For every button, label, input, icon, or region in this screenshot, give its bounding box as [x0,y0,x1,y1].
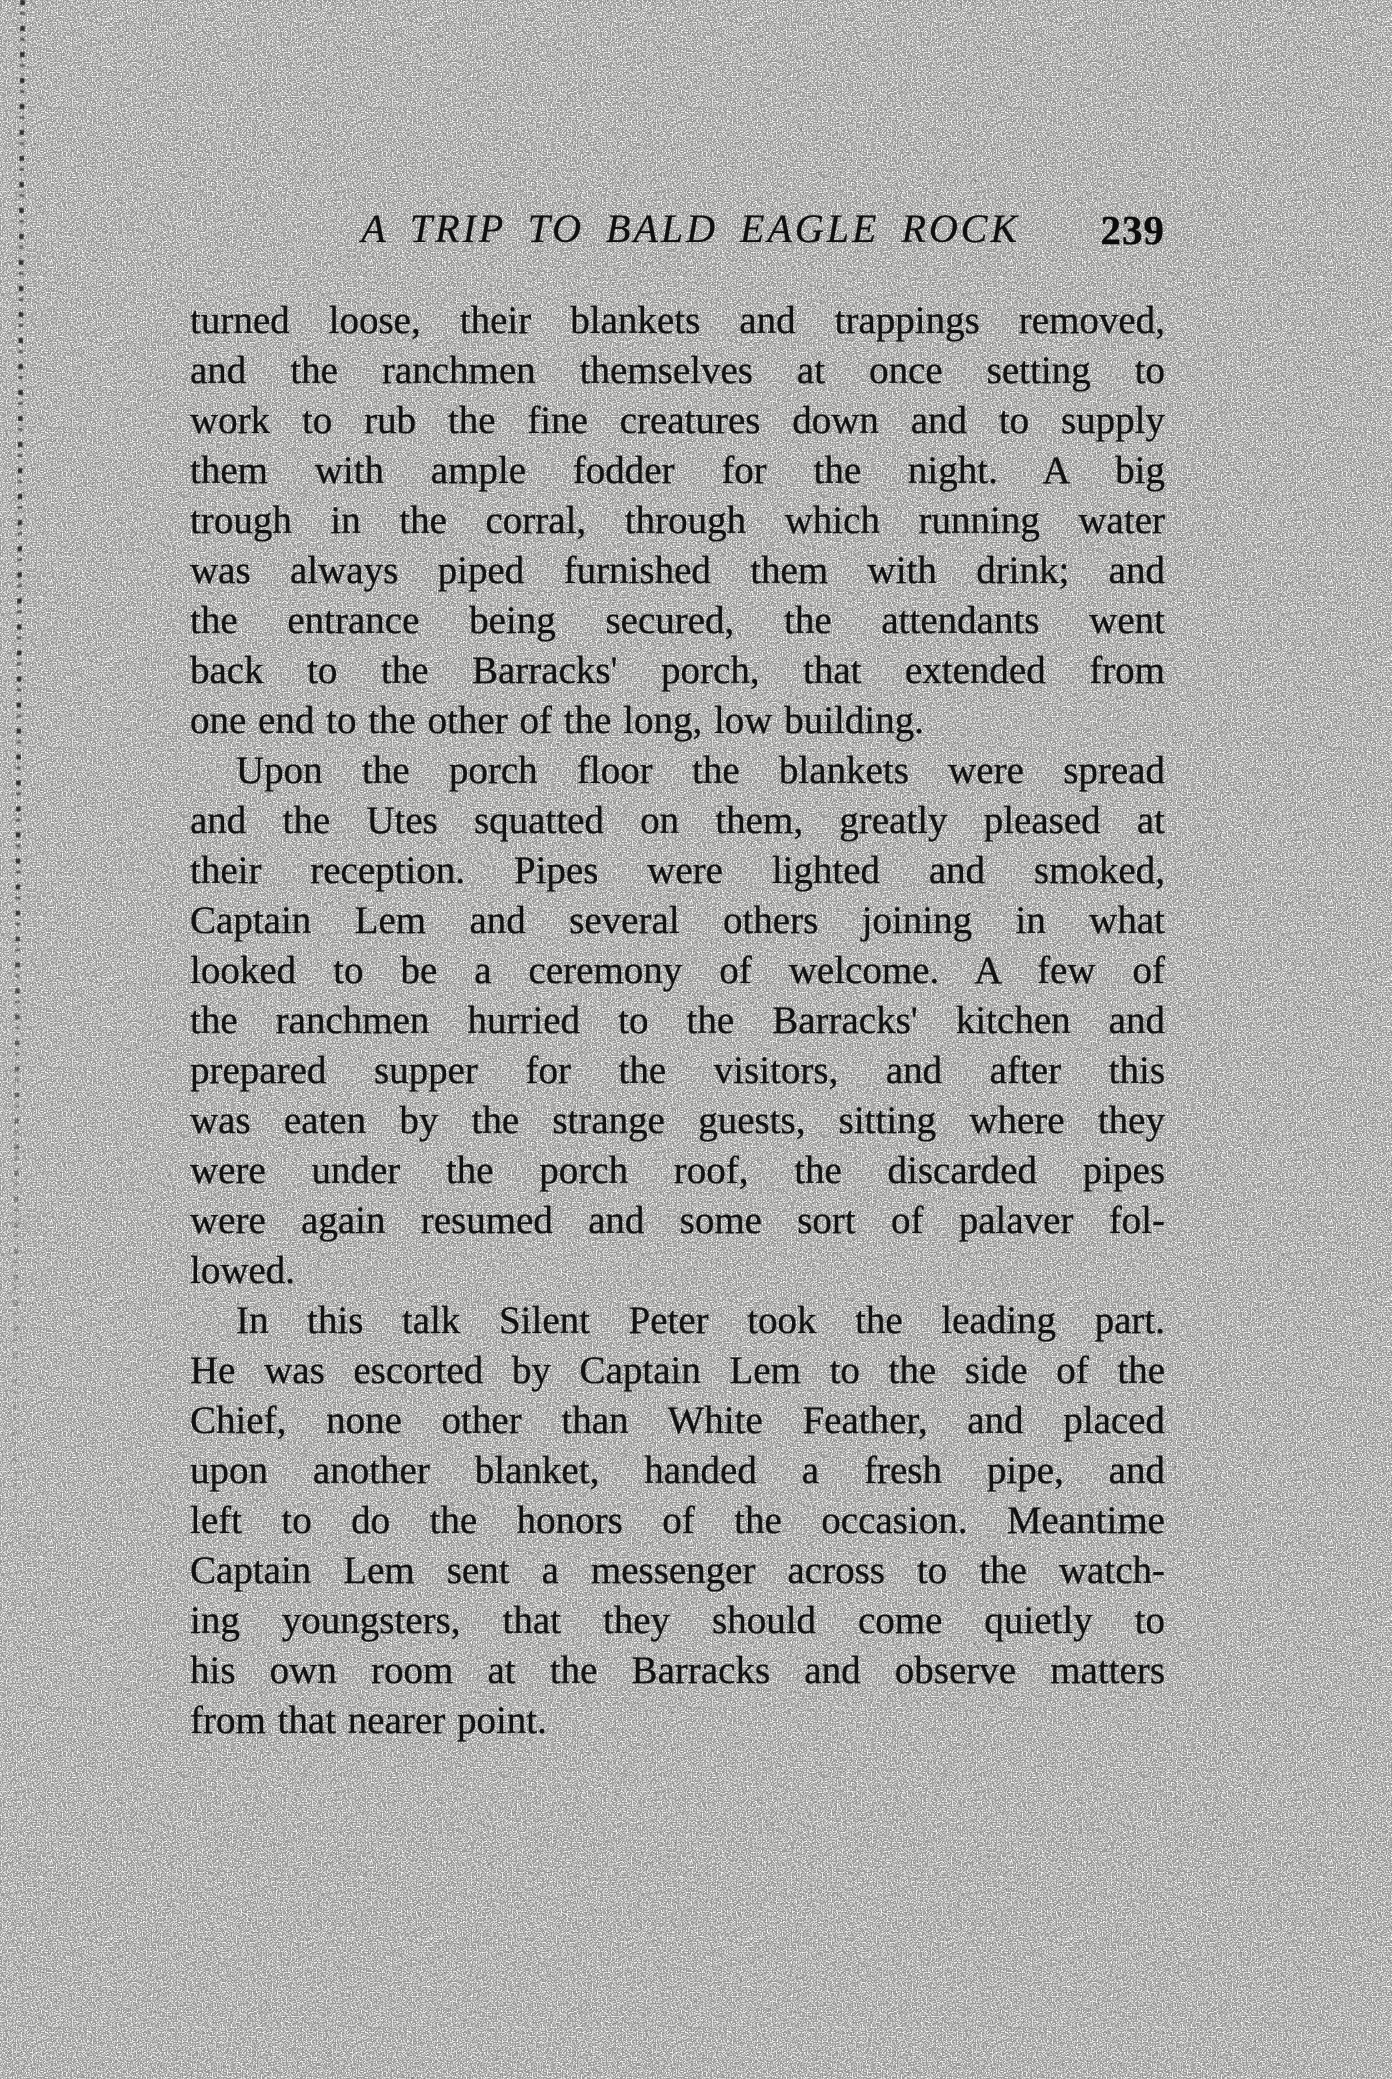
running-header [190,205,1165,259]
text-line: He was escorted by Captain Lem to the side of the [190,1349,1165,1392]
text-line: one end to the other of the long, low building. [190,699,924,742]
page-body [190,296,1165,1746]
text-line: their reception. Pipes were lighted and smoked, [190,849,1165,892]
text-line: was eaten by the strange guests, sitting where they [190,1099,1165,1142]
text-line: were under the porch roof, the discarded pipes [190,1149,1165,1192]
text-line: Chief, none other than White Feather, and placed [190,1399,1165,1442]
chapter-title: A TRIP TO BALD EAGLE ROCK [361,206,1021,251]
text-line: Captain Lem sent a messenger across to the watch- [190,1549,1165,1592]
text-line: looked to be a ceremony of welcome. A few of [190,949,1165,992]
text-line: and the ranchmen themselves at once setting to [190,349,1165,392]
text-line: lowed. [190,1249,296,1292]
paragraph [190,296,1165,746]
text-line: Captain Lem and several others joining in what [190,899,1165,942]
text-line: the entrance being secured, the attendants went [190,599,1165,642]
left-edge-scan-artifact [12,0,25,1560]
text-line: them with ample fodder for the night. A big [190,449,1165,492]
text-line: left to do the honors of the occasion. Meantime [190,1499,1165,1542]
text-line: the ranchmen hurried to the Barracks' kitchen and [190,999,1165,1042]
text-line: In this talk Silent Peter took the leading part. [236,1299,1165,1342]
text-line: turned loose, their blankets and trappings removed, [190,299,1165,342]
text-line: trough in the corral, through which running water [190,499,1165,542]
text-line: Upon the porch floor the blankets were spread [236,749,1165,792]
paragraph [190,1296,1165,1746]
text-line: were again resumed and some sort of palaver fol- [190,1199,1165,1242]
text-line: was always piped furnished them with drink; and [190,549,1165,592]
text-line: and the Utes squatted on them, greatly pleased at [190,799,1165,842]
text-line: back to the Barracks' porch, that extended from [190,649,1165,692]
text-line: upon another blanket, handed a fresh pipe, and [190,1449,1165,1492]
text-line: from that nearer point. [190,1699,547,1742]
paragraph [190,746,1165,1296]
text-line: work to rub the fine creatures down and to supply [190,399,1165,442]
text-line: ing youngsters, that they should come quietly to [190,1599,1165,1642]
page-number: 239 [1100,207,1165,253]
text-line: his own room at the Barracks and observe matters [190,1649,1165,1692]
text-line: prepared supper for the visitors, and after this [190,1049,1165,1092]
